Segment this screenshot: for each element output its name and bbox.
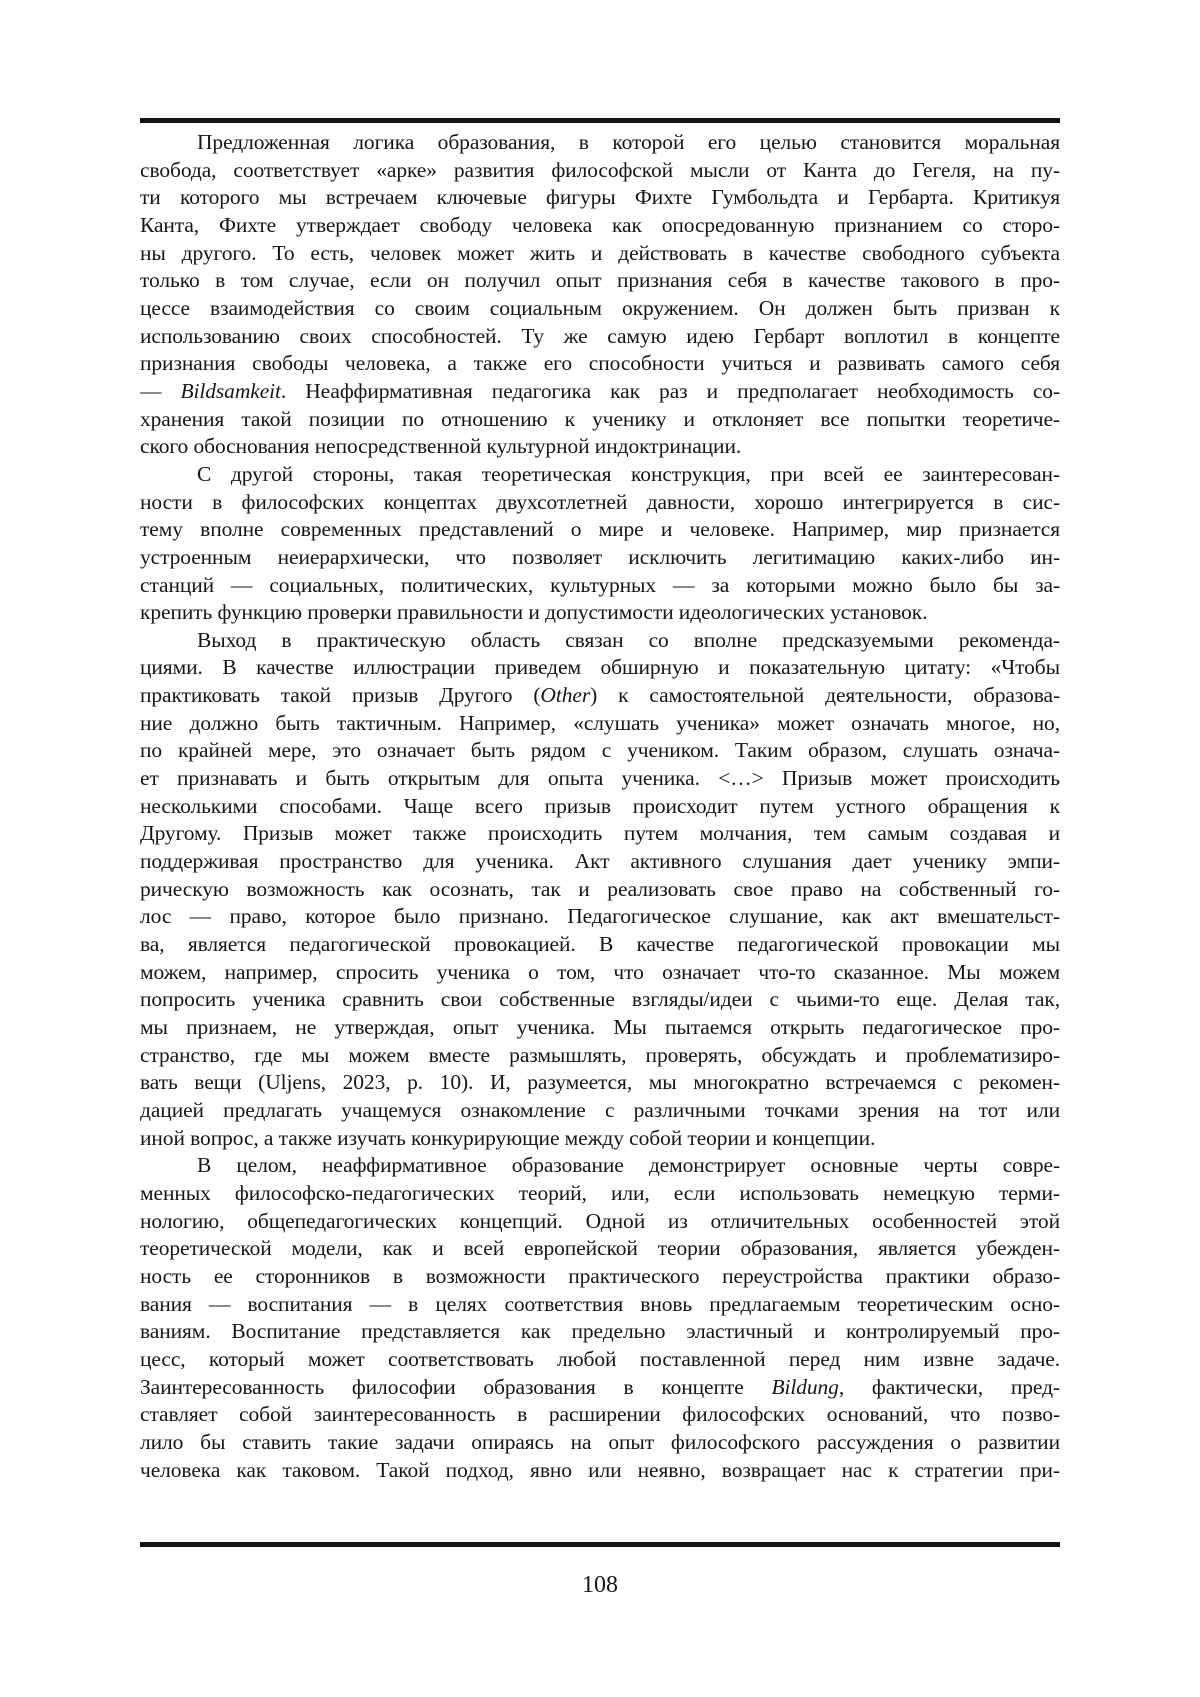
text-line: признания свободы человека, а также его способности учиться и развивать самого себя <box>140 351 1060 376</box>
text-line: устроенным неиерархически, что позволяет исключить легитимацию каких-либо ин- <box>140 544 1060 569</box>
text-line: ние должно быть тактичным. Например, «слушать ученика» может означать многое, но, <box>140 710 1060 735</box>
text-line: ваниям. Воспитание представляется как предельно эластичный и контролируемый про- <box>140 1319 1060 1344</box>
text-line: тему вполне современных представлений о мире и человеке. Например, мир признается <box>140 517 1060 542</box>
text-line: хранения такой позиции по отношению к ученику и отклоняет все попытки теоретиче- <box>140 406 1060 431</box>
text-line: В целом, неаффирмативное образование демонстрирует основные черты совре- <box>197 1153 1060 1178</box>
text-line: лос — право, которое было признано. Педагогическое слушание, как акт вмешательст- <box>140 904 1060 929</box>
text-line: циями. В качестве иллюстрации приведем обширную и показательную цитату: «Чтобы <box>140 655 1060 680</box>
paragraph <box>140 627 1060 1152</box>
text-line: Другому. Призыв может также происходить путем молчания, тем самым создавая и <box>140 821 1060 846</box>
text-line: ности в философских концептах двухсотлетней давности, хорошо интегрируется в сис- <box>140 489 1060 514</box>
text-line: теоретической модели, как и всей европейской теории образования, является убежден- <box>140 1236 1060 1261</box>
bottom-rule <box>140 1542 1060 1547</box>
text-line: ского обоснования непосредственной культурной индоктринации. <box>140 434 742 459</box>
text-line: С другой стороны, такая теоретическая конструкция, при всей ее заинтересован- <box>197 461 1060 486</box>
text-line: Предложенная логика образования, в которой его целью становится моральная <box>197 130 1060 154</box>
text-line: несколькими способами. Чаще всего призыв происходит путем устного обращения к <box>140 793 1060 818</box>
text-line: человека как таковом. Такой подход, явно или неявно, возвращает нас к стратегии при- <box>140 1457 1060 1482</box>
text-line: странство, где мы можем вместе размышлять, проверять, обсуждать и проблематизиро- <box>140 1042 1060 1067</box>
text-line: ны другого. То есть, человек может жить и действовать в качестве свободного субъекта <box>140 240 1060 265</box>
text-line: ность ее сторонников в возможности практического переустройства практики образо- <box>140 1263 1060 1288</box>
text-line: иной вопрос, а также изучать конкурирующие между собой теории и концепции. <box>140 1125 876 1150</box>
text-line: использованию своих способностей. Ту же самую идею Гербарт воплотил в концепте <box>140 323 1060 348</box>
text-line: попросить ученика сравнить свои собственные взгляды/идеи с чьими-то еще. Делая так, <box>140 987 1060 1012</box>
text-line: ставляет собой заинтересованность в расширении философских оснований, что позво- <box>140 1402 1060 1427</box>
text-line: практиковать такой призыв Другого (Other) к самостоятельной деятельности, образова- <box>140 683 1060 708</box>
text-line: можем, например, спросить ученика о том, что означает что-то сказанное. Мы можем <box>140 959 1060 984</box>
top-rule <box>140 118 1060 123</box>
text-line: мы признаем, не утверждая, опыт ученика. Мы пытаемся открыть педагогическое про- <box>140 1015 1060 1039</box>
text-line: поддерживая пространство для ученика. Акт активного слушания дает ученику эмпи- <box>140 849 1060 874</box>
text-line: по крайней мере, это означает быть рядом с учеником. Таким образом, слушать означа- <box>140 738 1060 763</box>
text-line: цесс, который может соответствовать любой поставленной перед ним извне задаче. <box>140 1346 1060 1371</box>
text-line: ти которого мы встречаем ключевые фигуры Фихте Гумбольдта и Гербарта. Критикуя <box>140 185 1060 210</box>
text-line: дацией предлагать учащемуся ознакомление с различными точками зрения на тот или <box>140 1097 1060 1122</box>
paragraph <box>140 1152 1060 1484</box>
text-line: рическую возможность как осознать, так и реализовать свое право на собственный го- <box>140 876 1060 901</box>
text-line: ва, является педагогической провокацией. В качестве педагогической провокации мы <box>140 932 1060 957</box>
text-line: станций — социальных, политических, культурных — за которыми можно было бы за- <box>140 572 1060 597</box>
text-line: только в том случае, если он получил опыт признания себя в качестве такового в про- <box>140 268 1060 293</box>
text-line: вать вещи (Uljens, 2023, p. 10). И, разумеется, мы многократно встречаемся с рекомен- <box>140 1070 1060 1095</box>
text-line: — Bildsamkeit. Неаффирмативная педагогика как раз и предполагает необходимость со- <box>140 378 1060 403</box>
text-line: цессе взаимодействия со своим социальным окружением. Он должен быть призван к <box>140 295 1060 320</box>
text-line: свобода, соответствует «арке» развития философской мысли от Канта до Гегеля, на пу- <box>140 157 1060 182</box>
text-line: вания — воспитания — в целях соответствия вновь предлагаемым теоретическим осно- <box>140 1291 1060 1316</box>
text-line: лило бы ставить такие задачи опираясь на опыт философского рассуждения о развитии <box>140 1429 1060 1454</box>
text-line: Выход в практическую область связан со вполне предсказуемыми рекоменда- <box>197 627 1060 652</box>
text-line: Заинтересованность философии образования в концепте Bildung, фактически, пред- <box>140 1374 1060 1399</box>
text-line: ет признавать и быть открытым для опыта ученика. <…> Призыв может происходить <box>140 766 1060 791</box>
paragraph <box>140 129 1060 461</box>
text-line: менных философско-педагогических теорий, или, если использовать немецкую терми- <box>140 1180 1060 1205</box>
page-number: 108 <box>582 1572 618 1598</box>
paragraph <box>140 461 1060 627</box>
text-line: крепить функцию проверки правильности и допустимости идеологических установок. <box>140 600 928 625</box>
text-line: нологию, общепедагогических концепций. Одной из отличительных особенностей этой <box>140 1208 1060 1233</box>
text-block <box>140 129 1060 1484</box>
text-line: Канта, Фихте утверждает свободу человека как опосредованную признанием со сторо- <box>140 212 1060 237</box>
